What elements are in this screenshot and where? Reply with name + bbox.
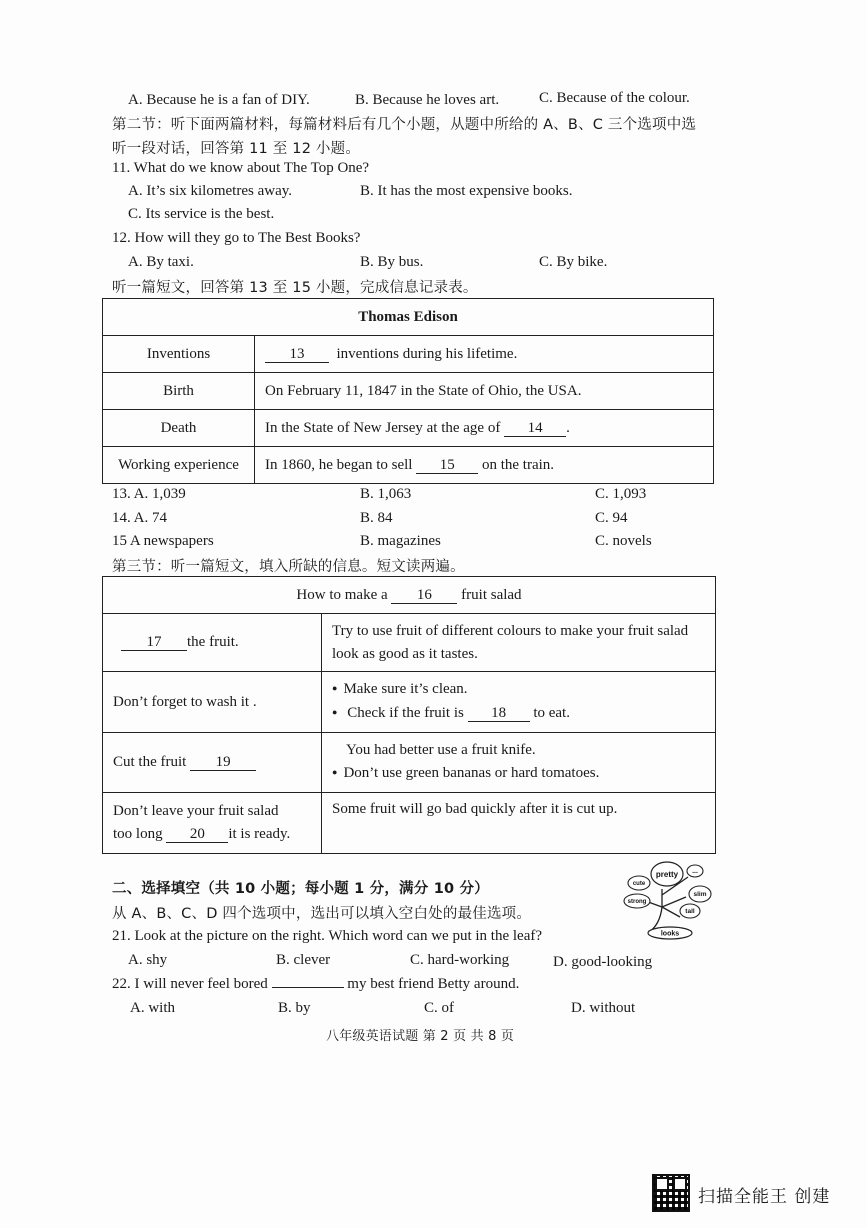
- q22-stem-text: 22. I will never feel bored: [112, 976, 268, 992]
- q12-stem: 12. How will they go to The Best Books?: [112, 230, 361, 246]
- q14-option-b: B. 84: [360, 510, 393, 526]
- answer-blank-18[interactable]: 18: [468, 706, 530, 722]
- row-content: [255, 336, 714, 373]
- row-text: .: [566, 419, 570, 436]
- table-row: [103, 410, 714, 447]
- bullet-item: ● Don’t use green bananas or hard tomatoes.: [332, 762, 705, 786]
- leaf-label: pretty: [655, 870, 679, 879]
- q11-option-c: C. Its service is the best.: [128, 206, 275, 222]
- answer-blank-20[interactable]: 20: [166, 827, 228, 843]
- answer-blank-16[interactable]: 16: [391, 588, 457, 604]
- answer-blank-15[interactable]: 15: [416, 458, 478, 474]
- q22-stem-text: my best friend Betty around.: [347, 976, 520, 992]
- table-row: [103, 614, 716, 672]
- q10-option-b: B. Because he loves art.: [355, 92, 500, 108]
- fruit-salad-table: [102, 576, 716, 854]
- q13-option-c: C. 1,093: [595, 486, 647, 502]
- part2-heading: 二、选择填空（共 10 小题；每小题 1 分，满分 10 分）: [112, 881, 489, 897]
- leaf-label: slim: [693, 891, 707, 898]
- section2-instruction-line1: 第二节：听下面两篇材料，每篇材料后有几个小题，从题中所给的 A、B、C 三个选项中选: [112, 117, 697, 133]
- trunk-label: looks: [660, 930, 680, 938]
- answer-blank-17[interactable]: 17: [121, 635, 187, 651]
- scanner-watermark: 扫描全能王 创建: [698, 1187, 831, 1207]
- leaf-label: ...: [692, 868, 698, 875]
- leaf-label: strong: [627, 899, 647, 905]
- answer-blank-19[interactable]: 19: [190, 755, 256, 771]
- q22-stem: [112, 976, 519, 993]
- row-right: [322, 672, 716, 733]
- table-row: [103, 672, 716, 733]
- row-left: Don’t forget to wash it .: [103, 672, 322, 733]
- row-content: On February 11, 1847 in the State of Ohio, the USA.: [255, 373, 714, 410]
- row-label: Working experience: [103, 447, 255, 484]
- q22-option-a: A. with: [130, 1000, 175, 1016]
- row-left: [103, 793, 322, 854]
- part2-instruction: 从 A、B、C、D 四个选项中，选出可以填入空白处的最佳选项。: [112, 906, 532, 922]
- q13-option-b: B. 1,063: [360, 486, 412, 502]
- row-text: the fruit.: [187, 634, 239, 650]
- bullet-item: ● Make sure it’s clean.: [332, 678, 705, 702]
- row-text: inventions during his lifetime.: [336, 345, 518, 362]
- row-text: In 1860, he began to sell: [265, 456, 413, 473]
- row-text: too long: [113, 826, 163, 842]
- q21-option-b: B. clever: [276, 952, 331, 968]
- answer-blank-14[interactable]: 14: [504, 421, 566, 437]
- salad-table-header: [103, 577, 716, 614]
- row-text: Check if the fruit is: [347, 705, 464, 721]
- row-content: [255, 447, 714, 484]
- passage-instruction: 听一篇短文，回答第 13 至 15 小题，完成信息记录表。: [112, 280, 478, 296]
- qr-code-icon: [652, 1174, 690, 1212]
- q15-option-b: B. magazines: [360, 533, 441, 549]
- header-text: How to make a: [296, 586, 388, 603]
- row-right: Try to use fruit of different colours to make your fruit salad look as good as it tastes.: [322, 614, 716, 672]
- leaf-label: tall: [685, 908, 695, 915]
- q13-option-a: 13. A. 1,039: [112, 486, 186, 502]
- q21-option-a: A. shy: [128, 952, 168, 968]
- q15-option-c: C. novels: [595, 533, 652, 549]
- q12-option-a: A. By taxi.: [128, 254, 194, 270]
- row-left: [103, 733, 322, 793]
- q11-option-a: A. It’s six kilometres away.: [128, 183, 292, 199]
- leaf-label: cute: [632, 881, 646, 887]
- row-text: on the train.: [481, 456, 555, 473]
- q22-answer-blank[interactable]: [272, 987, 344, 988]
- row-text: Cut the fruit: [113, 754, 187, 770]
- edison-table-title: Thomas Edison: [103, 299, 714, 336]
- table-row: [103, 793, 716, 854]
- table-row: [103, 733, 716, 793]
- q12-option-b: B. By bus.: [360, 254, 424, 270]
- q21-option-c: C. hard-working: [410, 952, 510, 968]
- row-text: it is ready.: [228, 826, 291, 842]
- edison-info-table: [102, 298, 714, 484]
- table-row: [103, 373, 714, 410]
- row-content: [255, 410, 714, 447]
- section3-instruction: 第三节：听一篇短文，填入所缺的信息。短文读两遍。: [112, 559, 465, 575]
- row-label: Inventions: [103, 336, 255, 373]
- bullet-item: [332, 702, 705, 726]
- row-text: to eat.: [533, 705, 570, 721]
- row-right: [322, 733, 716, 793]
- page-footer: 八年级英语试题 第 2 页 共 8 页: [326, 1029, 515, 1044]
- q21-stem: 21. Look at the picture on the right. Which word can we put in the leaf?: [112, 928, 543, 944]
- row-label: Death: [103, 410, 255, 447]
- q11-stem: 11. What do we know about The Top One?: [112, 160, 370, 176]
- word-tree-picture: [618, 855, 718, 941]
- tip-text: You had better use a fruit knife.: [346, 742, 536, 758]
- row-label: Birth: [103, 373, 255, 410]
- row-text: Don’t leave your fruit salad: [113, 803, 279, 819]
- table-row: [103, 336, 714, 373]
- header-text: fruit salad: [461, 586, 522, 603]
- q14-option-c: C. 94: [595, 510, 628, 526]
- q14-option-a: 14. A. 74: [112, 510, 168, 526]
- q22-option-c: C. of: [424, 1000, 454, 1016]
- q22-option-d: D. without: [571, 1000, 636, 1016]
- answer-blank-13[interactable]: 13: [265, 347, 329, 363]
- q22-option-b: B. by: [278, 1000, 311, 1016]
- row-text: In the State of New Jersey at the age of: [265, 419, 501, 436]
- table-row: [103, 447, 714, 484]
- q12-option-c: C. By bike.: [539, 254, 608, 270]
- row-left: [103, 614, 322, 672]
- q10-option-c: C. Because of the colour.: [539, 90, 690, 106]
- row-right: Some fruit will go bad quickly after it is cut up.: [322, 793, 716, 854]
- q15-option-a: 15 A newspapers: [112, 533, 214, 549]
- q10-option-a: A. Because he is a fan of DIY.: [128, 92, 310, 108]
- section2-instruction-line2: 听一段对话，回答第 11 至 12 小题。: [112, 141, 361, 157]
- q11-option-b: B. It has the most expensive books.: [360, 183, 573, 199]
- q21-option-d: D. good-looking: [553, 954, 653, 970]
